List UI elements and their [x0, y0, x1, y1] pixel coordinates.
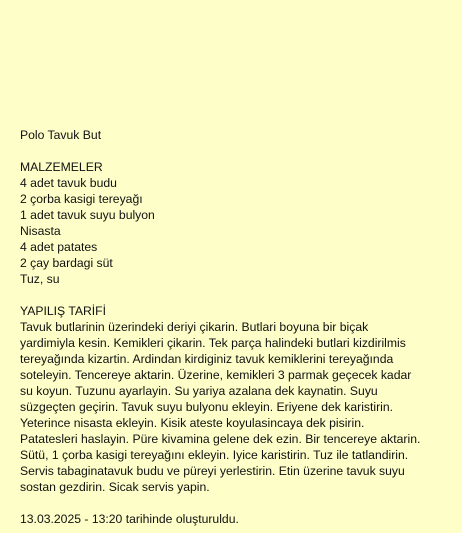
instructions-line: yardimiyla kesin. Kemikleri çikarin. Tek parça halindeki butlari kizdirilmis: [20, 336, 406, 350]
instructions-text: [20, 319, 452, 495]
ingredients-heading: MALZEMELER: [20, 160, 103, 174]
spacer: [20, 143, 452, 159]
instructions-line: Sütü, 1 çorba kasigi tereyağını ekleyin. Iyice karistirin. Tuz ile tatlandirin.: [20, 448, 409, 462]
instructions-line: Servis tabaginatavuk budu ve püreyi yerlestirin. Etin üzerine tavuk suyu: [20, 464, 405, 478]
instructions-line: süzgeçten geçirin. Tavuk suyu bulyonu ekleyin. Eriyene dek karistirin.: [20, 400, 394, 414]
instructions-line: Yeterince nisasta ekleyin. Kisik ateste koyulasincaya dek pisirin.: [20, 416, 365, 430]
ingredient-item: Tuz, su: [20, 272, 60, 286]
ingredient-item: Nisasta: [20, 224, 61, 238]
instructions-line: Tavuk butlarinin üzerindeki deriyi çikarin. Butlari boyuna bir biçak: [20, 320, 369, 334]
ingredient-item: 4 adet patates: [20, 240, 98, 254]
instructions-line: Patatesleri haslayin. Püre kivamina gelene dek ezin. Bir tencereye aktarin.: [20, 432, 421, 446]
spacer: [20, 495, 452, 511]
ingredient-item: 2 çorba kasigi tereyağı: [20, 192, 143, 206]
instructions-line: su koyun. Tuzunu ayarlayin. Su yariya azalana dek kaynatin. Suyu: [20, 384, 378, 398]
ingredient-item: 1 adet tavuk suyu bulyon: [20, 208, 155, 222]
instructions-line: tereyağında kizartin. Ardindan kirdiginiz tavuk kemiklerini tereyağında: [20, 352, 394, 366]
created-timestamp: 13.03.2025 - 13:20 tarihinde oluşturuldu.: [20, 512, 239, 526]
ingredient-item: 2 çay bardagi süt: [20, 256, 113, 270]
recipe-title: Polo Tavuk But: [20, 128, 102, 142]
spacer: [20, 287, 452, 303]
recipe-document: [20, 127, 452, 527]
ingredient-item: 4 adet tavuk budu: [20, 176, 117, 190]
ingredients-list: [20, 175, 452, 287]
instructions-line: sostan gezdirin. Sicak servis yapin.: [20, 480, 210, 494]
instructions-heading: YAPILIŞ TARİFİ: [20, 304, 107, 318]
instructions-line: soteleyin. Tencereye aktarin. Üzerine, kemikleri 3 parmak geçecek kadar: [20, 368, 412, 382]
